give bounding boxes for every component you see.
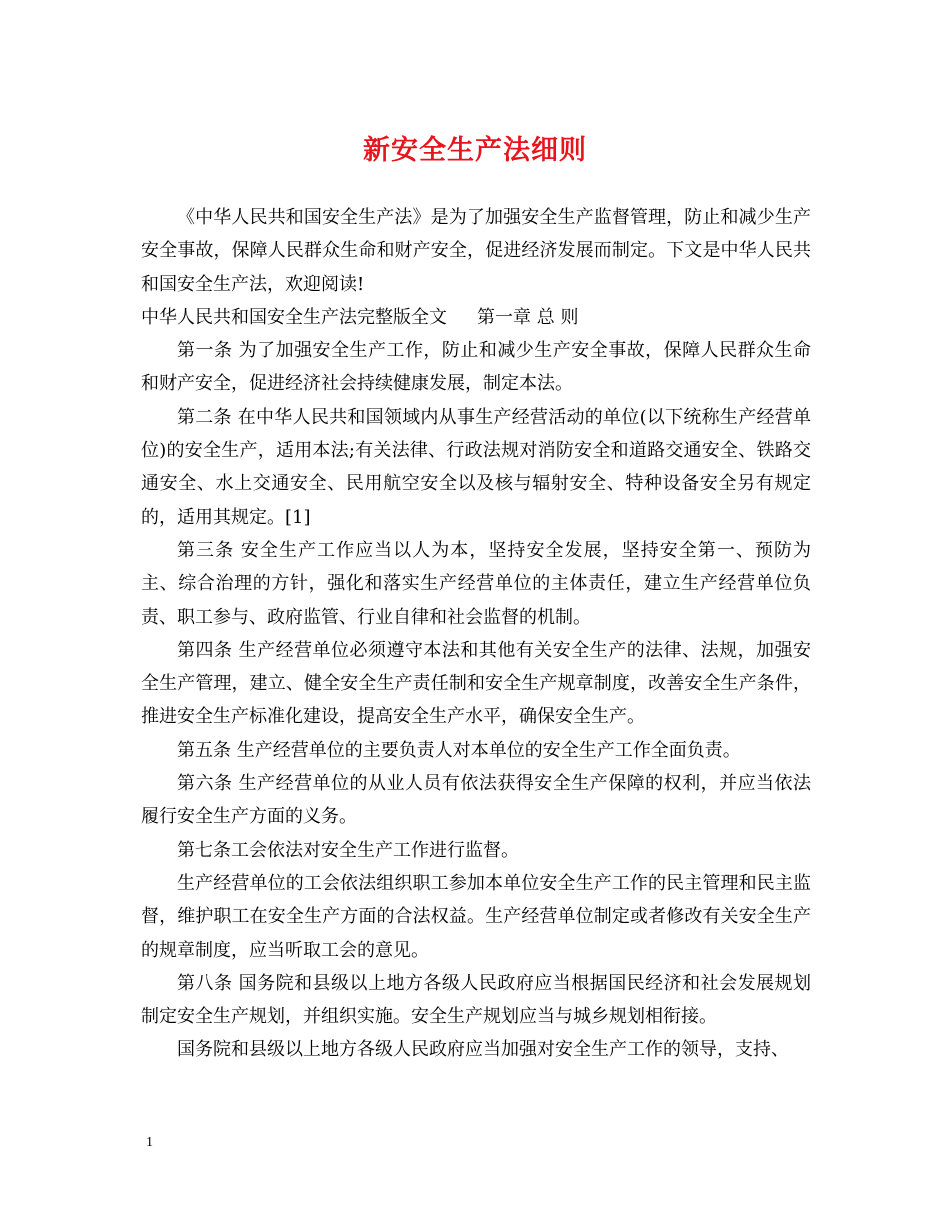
document-title: 新安全生产法细则 bbox=[363, 135, 587, 166]
article-2: 第二条 在中华人民共和国领域内从事生产经营活动的单位(以下统称生产经营单位)的安全生产，适用本法;有关法律、行政法规对消防安全和道路交通安全、铁路交通安全、水上交通安全、民用航空安全以及核与辐射安全、特种设备安全另有规定的，适用其规定。[1] bbox=[141, 406, 811, 528]
article-6: 第六条 生产经营单位的从业人员有依法获得安全生产保障的权利，并应当依法履行安全生产方面的义务。 bbox=[141, 773, 811, 828]
article-3: 第三条 安全生产工作应当以人为本，坚持安全发展，坚持安全第一、预防为主、综合治理的方针，强化和落实生产经营单位的主体责任，建立生产经营单位负责、职工参与、政府监管、行业自律和社会监督的机制。 bbox=[141, 539, 811, 628]
article-8-paragraph-2: 国务院和县级以上地方各级人民政府应当加强对安全生产工作的领导，支持、 bbox=[177, 1039, 789, 1061]
chapter-heading: 第一章 总 则 bbox=[477, 306, 579, 328]
article-5: 第五条 生产经营单位的主要负责人对本单位的安全生产工作全面负责。 bbox=[177, 739, 741, 761]
article-4: 第四条 生产经营单位必须遵守本法和其他有关安全生产的法律、法规，加强安全生产管理，建立、健全安全生产责任制和安全生产规章制度，改善安全生产条件，推进安全生产标准化建设，提高安全生产水平，确保安全生产。 bbox=[141, 639, 811, 728]
article-7: 第七条工会依法对安全生产工作进行监督。 bbox=[177, 839, 519, 861]
document-body bbox=[141, 201, 811, 1067]
intro-paragraph: 《中华人民共和国安全生产法》是为了加强安全生产监督管理，防止和减少生产安全事故，保障人民群众生命和财产安全，促进经济发展而制定。下文是中华人民共和国安全生产法，欢迎阅读! bbox=[141, 207, 811, 295]
subtitle-left: 中华人民共和国安全生产法完整版全文 bbox=[141, 306, 447, 328]
subtitle-line bbox=[141, 301, 811, 334]
article-1: 第一条 为了加强安全生产工作，防止和减少生产安全事故，保障人民群众生命和财产安全，促进经济社会持续健康发展，制定本法。 bbox=[141, 340, 811, 395]
article-7-paragraph-2: 生产经营单位的工会依法组织职工参加本单位安全生产工作的民主管理和民主监督，维护职工在安全生产方面的合法权益。生产经营单位制定或者修改有关安全生产的规章制度，应当听取工会的意见。 bbox=[141, 872, 811, 961]
article-8: 第八条 国务院和县级以上地方各级人民政府应当根据国民经济和社会发展规划制定安全生产规划，并组织实施。安全生产规划应当与城乡规划相衔接。 bbox=[141, 972, 811, 1028]
page-number: 1 bbox=[146, 1135, 153, 1150]
